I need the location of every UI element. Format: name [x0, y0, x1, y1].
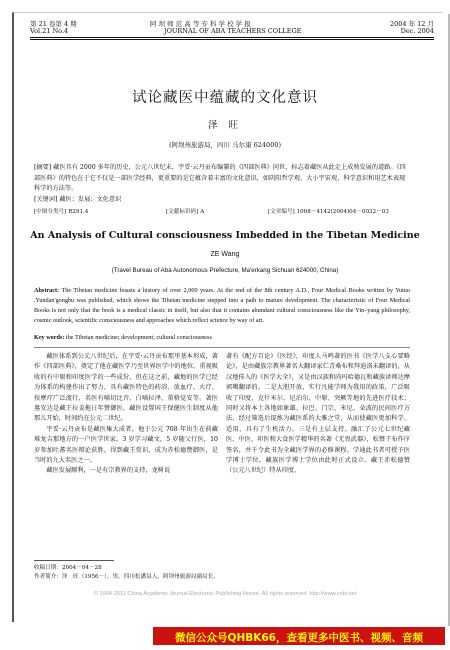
article-title-cn: 试论藏医中蕴藏的文化意识: [132, 90, 318, 106]
issue-en: Vol.21 No.4: [30, 27, 69, 35]
body-column-right: [226, 352, 410, 477]
footnote-rule: [34, 560, 114, 561]
author-bio: 作者简介：泽 旺（1956－），男，四川松潘县人，阿坝州旅游局副局长。: [34, 574, 219, 580]
author-en: ZE Wang: [210, 251, 240, 258]
paragraph: 藏医发展顺利，一是有宗教界的支持，龙树说: [46, 467, 171, 475]
abstract-cn-text: [摘要] 藏医具有 2000 多年的历史，公元八世纪末，宇妥·云丹贡布编纂的《四部医典》问世，标志着藏医从此走上成熟发展的道路。《四部医典》的特色在于它不仅是一部医学经典，更重要的是它蕴含着丰富的文化意识，如阴阳哲学观、大小宇宙观、科学意识和用艺术表现科学的方法等。: [34, 164, 406, 192]
body-column-left: [34, 352, 218, 477]
paragraph: 藏医体系到公元八世纪后，在宇妥·云丹贡布那里基本形成，著作《四部医典》，奠定了他在藏医学乃至世界医学中的地位。重视吸收的有中原和印度医学的一些成份，但在这之前，藏地的医学已经为体系的构建作出了努力，具有藏医特色的药浴、放血疗、火疗、按摩疗广泛流行，名医有嘀切比卉、白嘀拉泽、董格觉安等。著医墓安达是藏王拉姜拖日年赞御医，藏医设置国王保健医生制度从他那儿开始，时间约在公元二世纪。: [34, 353, 218, 423]
author-cn: 泽 旺: [207, 120, 243, 131]
received-date: 收稿日期：2004－04－28: [34, 565, 102, 571]
abstract-en-text: The Tibetan medicine boasts a history of over 2,000 years. At the end of the 8th century A.D., Four Medical Books written by Yutuo .Yundan'gongbu was published, which shows the Tibetan medicine stepped into a path to mature development. The characteristic of Four Medical Books is not only that the book is a medical classic in itself, but also that it contains abundant cultural consciousness like the Yin–yang philosophy, cosmic outlook, scientific consciousness and approaches which reflect science by way of art.: [34, 287, 410, 324]
clc-number: [中图分类号] R291.4: [34, 209, 89, 215]
copyright-notice: © 1994-2011 China Academic Journal Electronic Publishing House. All rights reserved. http://www.cnki.net: [93, 591, 357, 597]
paragraph: 著有《配方百论》《医经》，印度人马鸣著的医书《医学八支心要略论》，是由藏族宗教界著名大翻译家仁青桑布和拜迪洛未翻译的，从汉地传入的《医学大全》，又是由汉族和尚玛哈德瓦和藏族译师达摩郭噶翻译的。二是大胆开放，实行凡能学师为我用的政策，广泛吸收了印度、克什米尔、尼泊尔、中原、突厥等地的先进医疗技术；同时又将本土各地如象雄、拉巴、门宗、米尼、朵波的民间医疗方法、经过筛选后提炼为藏医系的大雅之堂，从而使藏医更加科学、适用，具有了生机活力。三是有上层支持。融汇了公元七世纪藏医、中医、印医和大食医学精华的名著《无畏武器》，松赞干布作序签名，并千令此书为全藏医学界的必修课程。学通此书者可授予医学博士学位，藏族医学博士学位由此时正式设立。藏王赤松德赞（公元八世纪）特从印度、: [226, 353, 410, 475]
promo-banner[interactable]: [152, 626, 446, 646]
keywords-en-text: the Tibetan medicine; development; cultural consciousness: [64, 334, 212, 341]
abstract-cn: [34, 163, 410, 205]
keywords-cn: [关键词] 藏医；发展；文化意识: [34, 195, 122, 203]
issue-cn: 第 21 卷第 4 期: [30, 20, 77, 28]
affiliation-en: (Travel Bureau of Aba Autonomous Prefecture, Ma'erkang Sichuan 624000, China): [111, 267, 339, 274]
paragraph: 宇妥·云丹贡布是藏医集大成者，他于公元 708 年出生在前藏堆龙吉那地方的一户医学世家。3 岁学习藏文，5 岁随父行医，10 岁参加吐蕃名医辩论获胜，得到藏王赏识，成为赤松德赞御医，是当时的九大名医之一。: [34, 425, 218, 465]
header-rule-thin: [30, 39, 434, 40]
keywords-en-label: Key words:: [34, 334, 65, 341]
date-en: Dec. 2004: [400, 27, 434, 35]
promo-banner-text: 微信公众号QHBK66，查看更多中医书、视频、音频: [175, 632, 423, 644]
header-rule: [30, 37, 434, 38]
section-divider: [34, 347, 410, 348]
abstract-en: [34, 286, 410, 326]
article-number: [文章编号] 1008－4142(2004)04－0032－03: [268, 209, 389, 215]
date-cn: 2004 年 12 月: [389, 20, 434, 28]
affiliation-cn: (阿坝州旅游局，四川 马尔康 624000): [168, 141, 282, 149]
keywords-en: [34, 334, 410, 341]
article-title-en: An Analysis of Cultural consciousness Imbedded in the Tibetan Medicine: [30, 230, 420, 241]
document-code: [文献标识码] A: [166, 209, 205, 215]
journal-name-en: JOURNAL OF ABA TEACHERS COLLEGE: [164, 27, 302, 35]
abstract-en-label: Abstract:: [34, 287, 60, 294]
journal-name-cn: 阿 坝 师 范 高 等 专 科 学 校 学 报: [150, 20, 251, 28]
